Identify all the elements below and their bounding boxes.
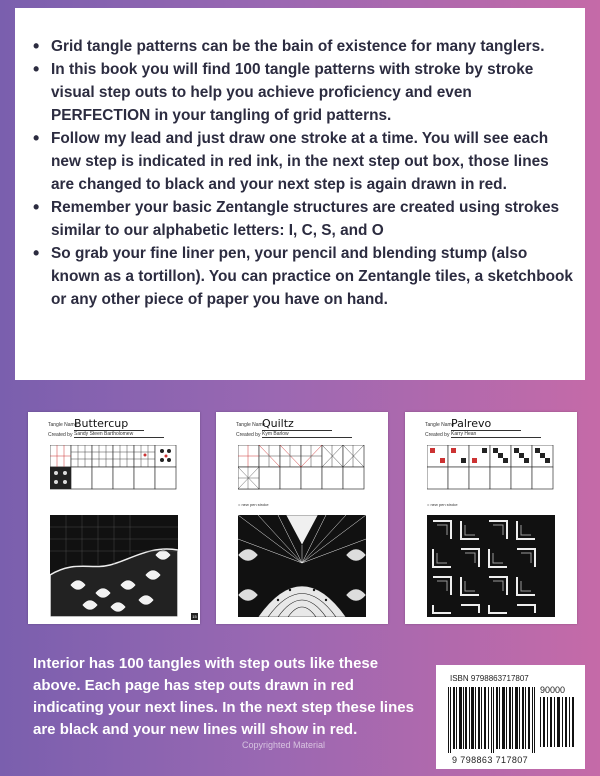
bullet-list [33,35,573,311]
tangle-name: Buttercup [74,417,144,431]
tangle-name-label: Tangle Name [48,422,78,428]
step-out-grid [50,445,178,499]
tangle-artwork [427,515,555,617]
step-out-grid [427,445,555,499]
created-by-label: Created by [236,432,261,438]
tangle-name: Quiltz [262,417,332,431]
step-out-grid [238,445,366,499]
created-by-label: Created by [425,432,450,438]
barcode-bars [448,687,536,753]
tangle-name-label: Tangle Name [425,422,455,428]
sample-page-palrevo [405,412,577,624]
isbn-text: ISBN 9798863717807 [450,674,529,683]
author-name: Sandy Steen Bartholomew [74,431,164,438]
price-code: 90000 [540,685,566,695]
footer-watermark: Copyrighted Material [242,740,326,750]
bullet-item: • So grab your fine liner pen, your pencil and blending stump (also known as a tortillon). You can practice on Zentangle tiles, a sketchbook or any other piece of paper you have on hand. [33,242,573,311]
bullet-item: • Follow my lead and just draw one stroke at a time. You will see each new step is indicated in red ink, in the next step out box, those lines are changed to black and your next step is again drawn in red. [33,127,573,196]
page-number: 15 [192,614,197,619]
sample-page-buttercup [28,412,200,624]
sample-page-quiltz [216,412,388,624]
created-by-label: Created by [48,432,73,438]
bullet-item: • In this book you will find 100 tangle patterns with stroke by stroke visual step outs to help you achieve proficiency and even PERFECTION in your tangling of grid patterns. [33,58,573,127]
tangle-name: Palrevo [451,417,521,431]
barcode-number: 9 798863 717807 [452,755,529,765]
bullet-item: • Remember your basic Zentangle structures are created using strokes similar to our alphabetic letters: I, C, S, and O [33,196,573,242]
barcode-box [436,665,585,769]
legend-note: = new pen stroke [238,502,269,507]
addon-barcode-bars [540,697,574,747]
bullet-item: • Grid tangle patterns can be the bain of existence for many tanglers. [33,35,573,58]
tangle-name-label: Tangle Name [236,422,266,428]
interior-description: Interior has 100 tangles with step outs like these above. Each page has step outs drawn in red indicating your next lines. In the next step these lines are black and your new lines will show in red. [33,655,414,738]
tangle-artwork [50,515,178,617]
tangle-artwork [238,515,366,617]
author-name: Kym Barlow [262,431,352,438]
author-name: Karry Hean [451,431,541,438]
legend-note: = new pen stroke [427,502,458,507]
